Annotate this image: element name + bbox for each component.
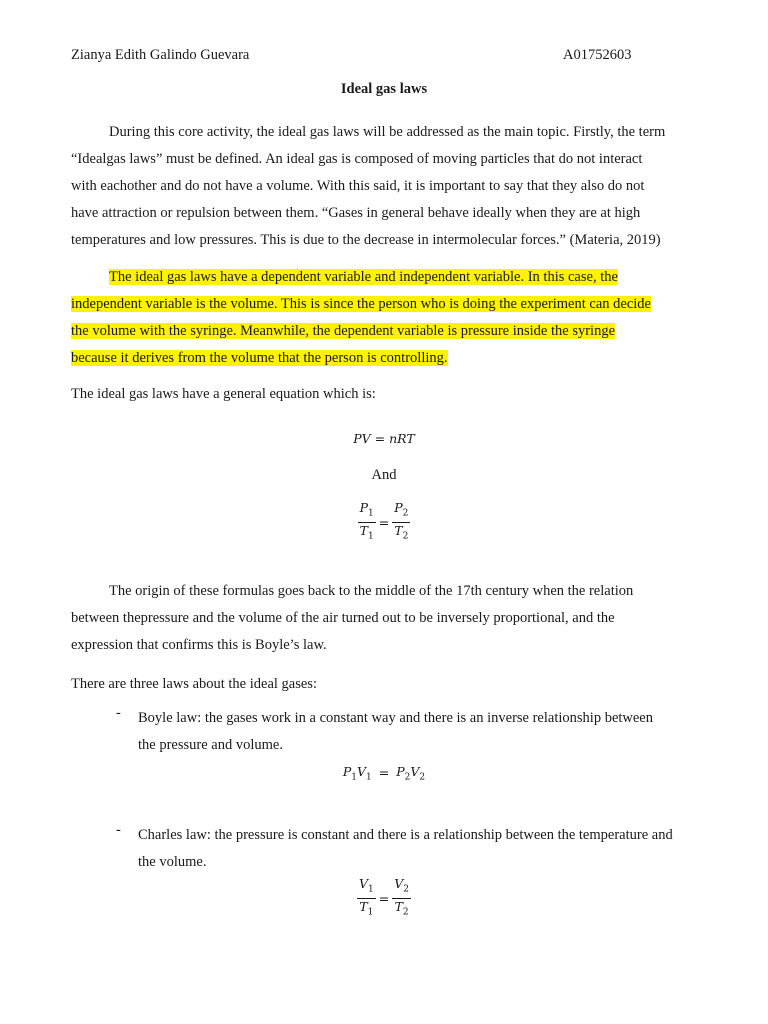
highlighted-paragraph [71,264,693,372]
list-item-charles [138,822,698,876]
paragraph-line [71,291,693,318]
intro-paragraph [71,119,693,254]
fraction-left: $\frac{P_1}{T_1}$ [359,500,374,541]
fraction-right: $\frac{V_2}{T_2}$ [394,876,409,917]
paragraph-line: have attraction or repulsion between them. “Gases in general behave ideally when they are at high [71,205,641,221]
paragraph-line: with eachother and do not have a volume. With this said, it is important to say that they also do not [71,178,645,194]
equation-combined-fraction: $\frac{P_1}{T_1}$ = $\frac{P_2}{T_2}$ [0,500,768,544]
highlight-text: independent variable is the volume. This is since the person who is doing the experiment can decide [71,296,651,312]
laws-intro [71,671,693,698]
fraction-right: $\frac{P_2}{T_2}$ [394,500,409,541]
student-id: A01752603 [563,47,632,63]
list-bullet: - [116,705,121,721]
list-item-line: the pressure and volume. [138,737,283,753]
paragraph-line: “Idealgas laws” must be defined. An ideal gas is composed of moving particles that do not interact [71,151,643,167]
author-name: Zianya Edith Galindo Guevara [71,47,250,63]
equation-boyle: $P_1V_1 = P_2V_2$ [342,764,426,783]
equation-ideal-gas: PV = nRT [353,431,415,446]
list-item-boyle [138,705,698,759]
origin-paragraph [71,578,693,659]
highlight-text: the volume with the syringe. Meanwhile, the dependent variable is pressure inside the syringe [71,323,616,339]
paragraph-line [71,318,693,345]
document-title: Ideal gas laws [340,81,428,97]
list-item-line: the volume. [138,854,207,870]
paragraph-line: There are three laws about the ideal gases: [71,676,317,692]
and-word: And [371,467,397,483]
paragraph-line: between thepressure and the volume of the air turned out to be inversely proportional, and the [71,610,615,626]
list-bullet: - [116,822,121,838]
paragraph-line: During this core activity, the ideal gas laws will be addressed as the main topic. Firstly, the term [109,124,666,140]
paragraph-line: The origin of these formulas goes back to the middle of the 17th century when the relation [109,583,634,599]
highlight-text: The ideal gas laws have a dependent variable and independent variable. In this case, the [109,269,618,285]
list-item-line: Charles law: the pressure is constant and there is a relationship between the temperature and [138,827,673,843]
paragraph-line [71,345,693,372]
paragraph-line: expression that confirms this is Boyle’s law. [71,637,327,653]
paragraph-line [71,264,693,291]
equation-charles: $\frac{V_1}{T_1}$ = $\frac{V_2}{T_2}$ [0,876,768,920]
paragraph-line: temperatures and low pressures. This is due to the decrease in intermolecular forces.” (Materia, 2019) [71,232,661,248]
equation-intro [71,381,693,408]
fraction-left: $\frac{V_1}{T_1}$ [358,876,374,917]
list-item-line: Boyle law: the gases work in a constant way and there is an inverse relationship between [138,710,653,726]
highlight-text: because it derives from the volume that the person is controlling. [71,350,448,366]
paragraph-line: The ideal gas laws have a general equation which is: [71,386,376,402]
